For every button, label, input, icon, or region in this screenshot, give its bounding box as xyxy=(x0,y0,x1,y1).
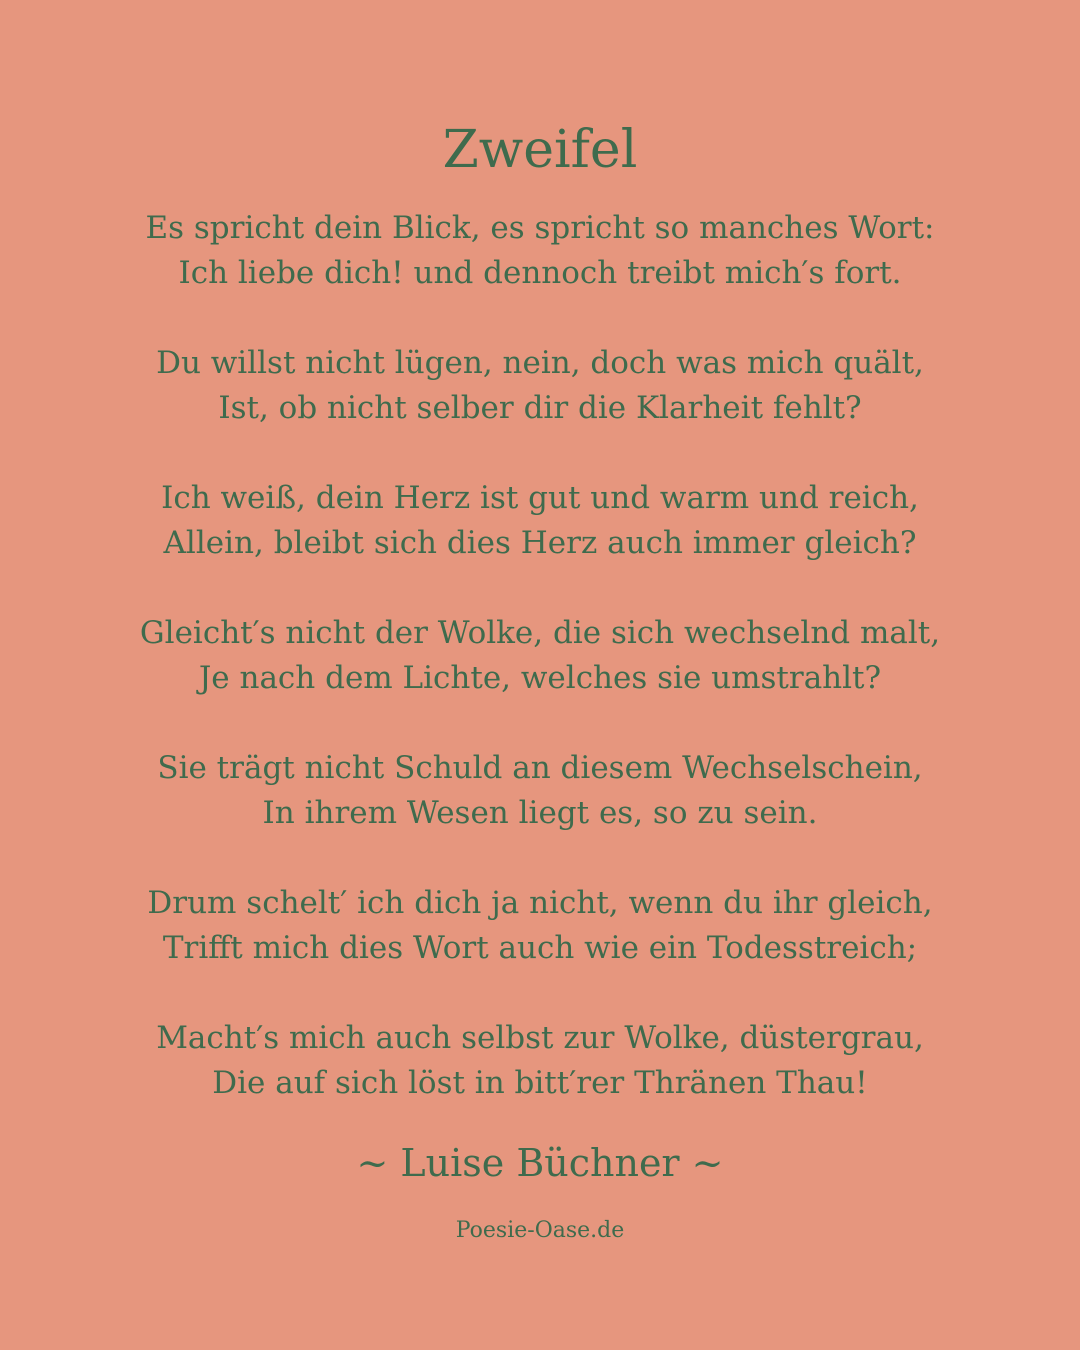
stanza xyxy=(0,1016,1080,1106)
site-name: Poesie-Oase.de xyxy=(455,1218,625,1243)
poem-line: Die auf sich löst in bitt′rer Thränen Thau! xyxy=(212,1065,868,1101)
poem-line: Allein, bleibt sich dies Herz auch immer gleich? xyxy=(163,525,917,561)
poem-line: Gleicht′s nicht der Wolke, die sich wechselnd malt, xyxy=(139,615,941,651)
poem-line: Ich liebe dich! und dennoch treibt mich′s fort. xyxy=(178,255,902,291)
poem-line: Macht′s mich auch selbst zur Wolke, düstergrau, xyxy=(156,1020,924,1056)
poem-title: Zweifel xyxy=(442,120,638,180)
poem-line: Trifft mich dies Wort auch wie ein Todesstreich; xyxy=(162,930,918,966)
stanza xyxy=(0,881,1080,971)
stanza xyxy=(0,206,1080,296)
poem-line: In ihrem Wesen liegt es, so zu sein. xyxy=(262,795,818,831)
poem-line: Je nach dem Lichte, welches sie umstrahlt? xyxy=(198,660,882,696)
poem-line: Du willst nicht lügen, nein, doch was mich quält, xyxy=(156,345,924,381)
stanza xyxy=(0,341,1080,431)
stanza xyxy=(0,476,1080,566)
author-signature: ~ Luise Büchner ~ xyxy=(356,1141,724,1185)
poem-body xyxy=(0,206,1080,1106)
poem-line: Drum schelt′ ich dich ja nicht, wenn du ihr gleich, xyxy=(147,885,933,921)
poem-line: Es spricht dein Blick, es spricht so manches Wort: xyxy=(145,210,935,246)
stanza xyxy=(0,746,1080,836)
poem-line: Sie trägt nicht Schuld an diesem Wechselschein, xyxy=(157,750,923,786)
stanza xyxy=(0,611,1080,701)
poem-line: Ich weiß, dein Herz ist gut und warm und reich, xyxy=(161,480,919,516)
poem-line: Ist, ob nicht selber dir die Klarheit fehlt? xyxy=(218,390,862,426)
